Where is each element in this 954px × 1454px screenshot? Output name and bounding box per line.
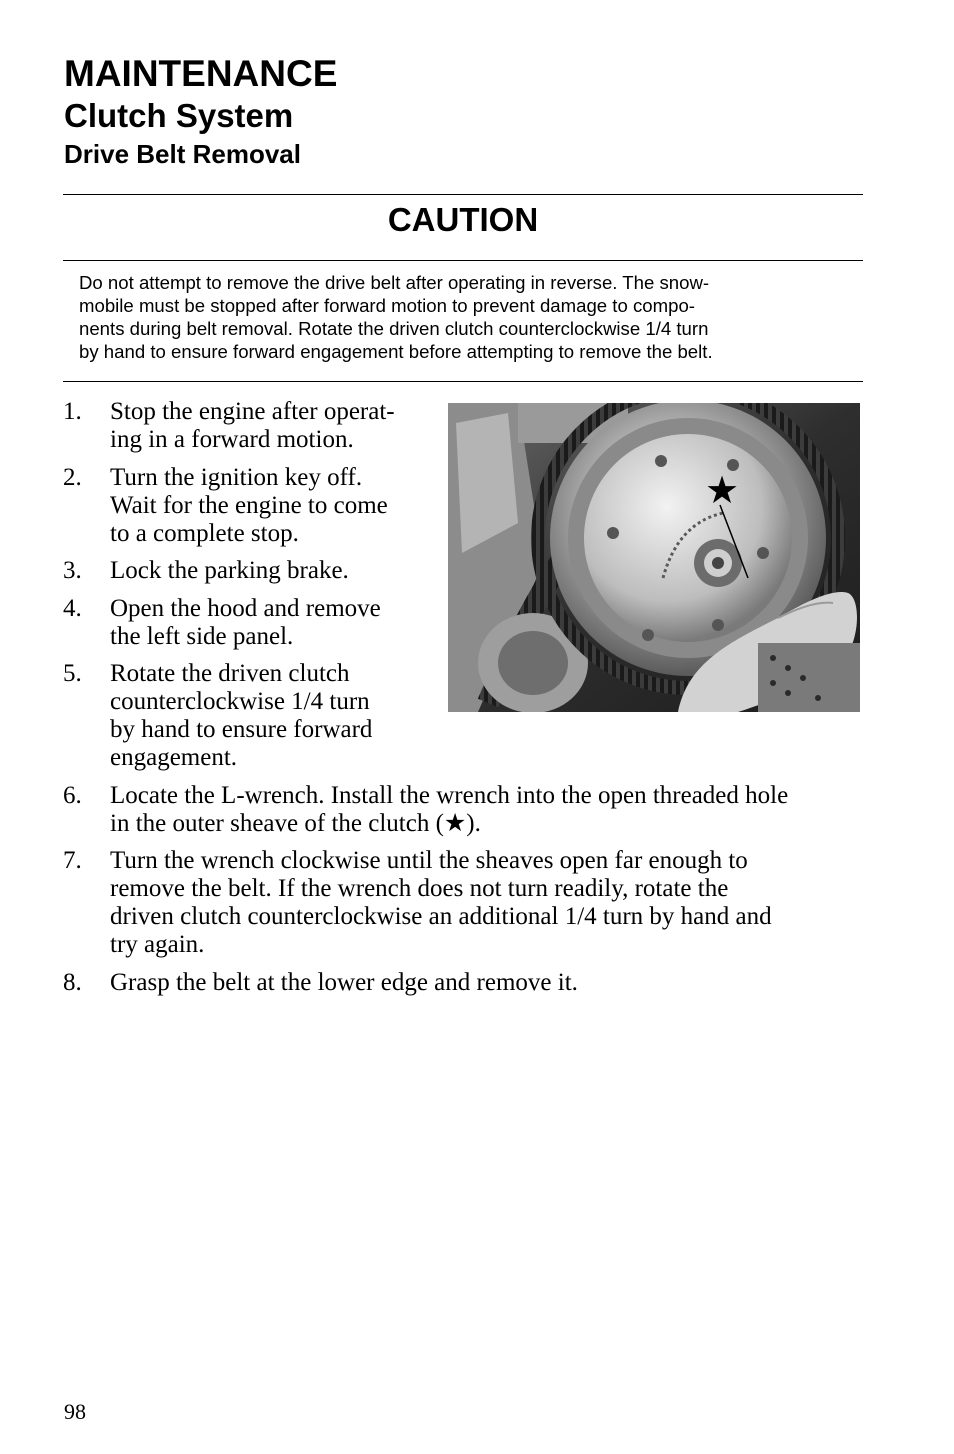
caution-top-rule bbox=[63, 194, 863, 195]
step-text: Stop the engine after operat- bbox=[110, 398, 395, 425]
star-marker-icon: ★ bbox=[705, 468, 740, 512]
step-list bbox=[63, 398, 863, 1006]
list-item bbox=[63, 782, 863, 838]
page-number: 98 bbox=[64, 1399, 86, 1424]
list-item bbox=[63, 660, 420, 772]
step-number: 2. bbox=[63, 463, 82, 491]
step-number: 6. bbox=[63, 781, 82, 809]
step-number: 5. bbox=[63, 660, 82, 687]
caution-text bbox=[79, 271, 854, 363]
step-text: engagement. bbox=[110, 744, 238, 771]
list-item bbox=[63, 847, 863, 959]
step-text: remove the belt. If the wrench does not turn readily, rotate the bbox=[110, 875, 729, 902]
caution-line: mobile must be stopped after forward motion to prevent damage to compo- bbox=[79, 295, 695, 316]
caution-line: nents during belt removal. Rotate the driven clutch counterclockwise 1/4 turn bbox=[79, 318, 709, 339]
caution-line: Do not attempt to remove the drive belt after operating in reverse. The snow- bbox=[79, 272, 710, 293]
step-text: Open the hood and remove bbox=[110, 594, 381, 622]
step-text: counterclockwise 1/4 turn bbox=[110, 688, 370, 715]
step-text: by hand to ensure forward bbox=[110, 716, 373, 743]
step-text: try again. bbox=[110, 931, 205, 958]
step-number: 4. bbox=[63, 594, 82, 622]
list-item bbox=[63, 464, 420, 548]
caution-title: CAUTION bbox=[387, 201, 539, 238]
list-item bbox=[63, 557, 420, 585]
step-text: the left side panel. bbox=[110, 622, 294, 650]
caution-bottom-rule bbox=[63, 381, 863, 382]
caution-line: by hand to ensure forward engagement before attempting to remove the belt. bbox=[79, 341, 713, 362]
step-number: 3. bbox=[63, 557, 82, 584]
section-title: MAINTENANCE bbox=[64, 53, 338, 94]
step-text: Rotate the driven clutch bbox=[110, 660, 350, 687]
step-text: Wait for the engine to come bbox=[110, 491, 388, 519]
subsection-title: Clutch System bbox=[64, 97, 294, 134]
caution-title-rule bbox=[63, 260, 863, 261]
list-item bbox=[63, 969, 863, 997]
step-number: 7. bbox=[63, 847, 82, 874]
list-item bbox=[63, 595, 420, 651]
step-text: Lock the parking brake. bbox=[110, 557, 349, 584]
step-text: to a complete stop. bbox=[110, 519, 299, 547]
step-number: 8. bbox=[63, 968, 82, 996]
topic-title: Drive Belt Removal bbox=[64, 139, 301, 169]
step-text: Turn the ignition key off. bbox=[110, 463, 363, 491]
step-text: in the outer sheave of the clutch (★). bbox=[110, 809, 481, 837]
step-text: Locate the L-wrench. Install the wrench into the open threaded hole bbox=[110, 781, 789, 809]
step-text: Turn the wrench clockwise until the sheaves open far enough to bbox=[110, 847, 748, 874]
step-text: ing in a forward motion. bbox=[110, 426, 354, 453]
step-text: driven clutch counterclockwise an additional 1/4 turn by hand and bbox=[110, 903, 772, 930]
step-number: 1. bbox=[63, 398, 82, 425]
step-text: Grasp the belt at the lower edge and remove it. bbox=[110, 968, 578, 996]
list-item bbox=[63, 398, 420, 454]
